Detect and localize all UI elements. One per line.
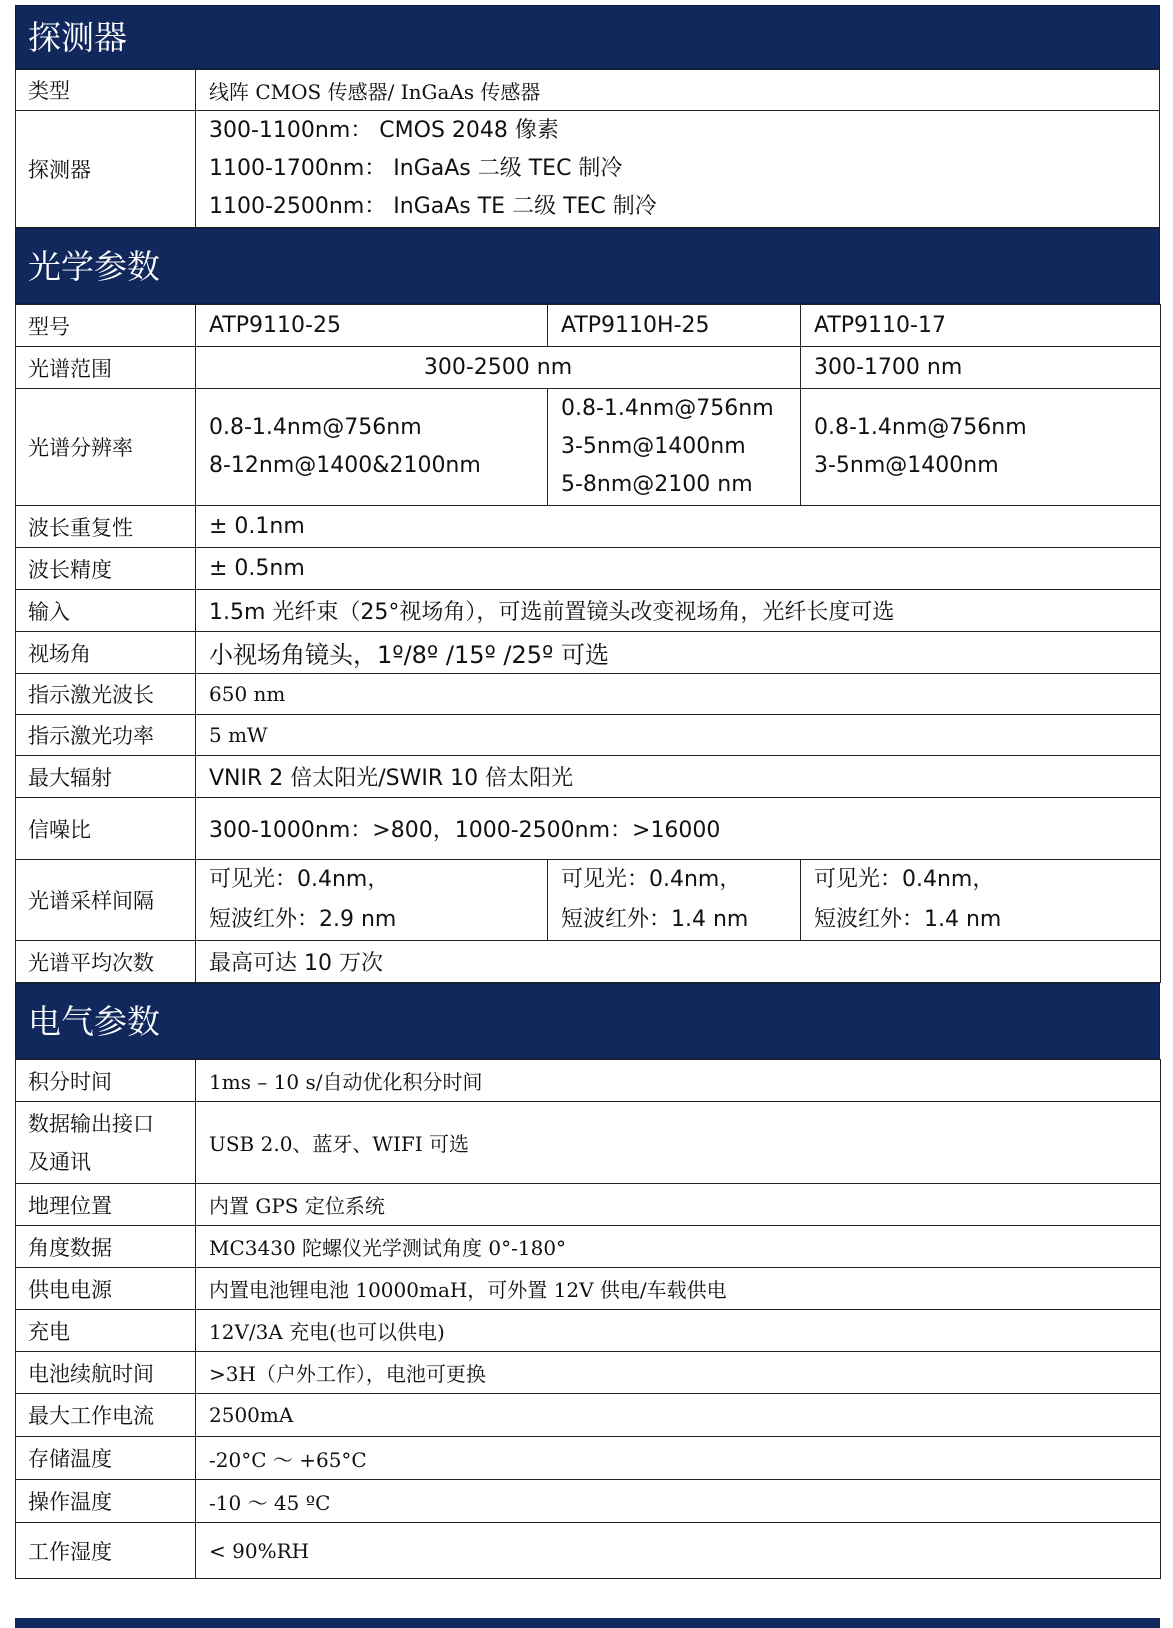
sampling-line: 可见光：0.4nm，	[814, 867, 995, 892]
row-label: 指示激光波长	[16, 674, 196, 715]
row-value: ± 0.5nm	[196, 548, 1161, 590]
sampling-cell	[801, 860, 1161, 941]
sampling-line: 短波红外：1.4 nm	[814, 907, 1002, 932]
row-label: 操作温度	[16, 1480, 196, 1523]
table-row	[16, 70, 1160, 111]
table-row	[16, 506, 1161, 548]
row-label: 积分时间	[16, 1060, 196, 1102]
resolution-line: 8-12nm@1400&2100nm	[209, 453, 481, 478]
row-value: VNIR 2 倍太阳光/SWIR 10 倍太阳光	[196, 756, 1161, 798]
row-value: 1ms – 10 s/自动优化积分时间	[196, 1060, 1161, 1102]
row-value: 小视场角镜头，1º/8º /15º /25º 可选	[196, 632, 1161, 674]
row-label: 电池续航时间	[16, 1352, 196, 1394]
table-row	[16, 1352, 1161, 1394]
table-row	[16, 347, 1161, 389]
table-row	[16, 674, 1161, 715]
row-value: -20°C ～ +65°C	[196, 1437, 1161, 1480]
row-label	[16, 1102, 196, 1184]
row-value: 5 mW	[196, 715, 1161, 756]
row-label: 光谱范围	[16, 347, 196, 389]
row-value: ± 0.1nm	[196, 506, 1161, 548]
row-label: 最大工作电流	[16, 1394, 196, 1437]
row-label: 输入	[16, 590, 196, 632]
section-header-detector: 探测器	[15, 5, 1160, 69]
section-header-electrical: 电气参数	[15, 983, 1160, 1059]
row-label-line: 数据输出接口	[28, 1111, 154, 1136]
table-row	[16, 941, 1161, 983]
row-label: 存储温度	[16, 1437, 196, 1480]
row-value: < 90%RH	[196, 1523, 1161, 1579]
resolution-line: 0.8-1.4nm@756nm	[814, 415, 1027, 440]
row-value: MC3430 陀螺仪光学测试角度 0°-180°	[196, 1226, 1161, 1268]
row-label: 地理位置	[16, 1184, 196, 1226]
row-label: 探测器	[16, 111, 196, 228]
detector-table	[15, 69, 1160, 228]
row-label: 光谱采样间隔	[16, 860, 196, 941]
sampling-line: 短波红外：2.9 nm	[209, 907, 397, 932]
row-label: 类型	[16, 70, 196, 111]
row-value: >3H（户外工作），电池可更换	[196, 1352, 1161, 1394]
row-label: 光谱平均次数	[16, 941, 196, 983]
spec-sheet	[15, 5, 1160, 1579]
detector-line: 1100-2500nm： InGaAs TE 二级 TEC 制冷	[209, 194, 657, 219]
table-row	[16, 305, 1161, 347]
section-header-optical: 光学参数	[15, 228, 1160, 304]
model-cell: ATP9110-25	[196, 305, 548, 347]
row-label: 光谱分辨率	[16, 389, 196, 506]
row-label: 充电	[16, 1310, 196, 1352]
table-row	[16, 548, 1161, 590]
resolution-line: 0.8-1.4nm@756nm	[209, 415, 422, 440]
row-value: 线阵 CMOS 传感器/ InGaAs 传感器	[196, 70, 1160, 111]
table-row	[16, 1523, 1161, 1579]
range-cell: 300-1700 nm	[801, 347, 1161, 389]
row-label: 型号	[16, 305, 196, 347]
row-value: -10 ～ 45 ºC	[196, 1480, 1161, 1523]
row-value: 2500mA	[196, 1394, 1161, 1437]
table-row	[16, 1394, 1161, 1437]
row-value: 内置 GPS 定位系统	[196, 1184, 1161, 1226]
resolution-cell	[196, 389, 548, 506]
detector-line: 1100-1700nm： InGaAs 二级 TEC 制冷	[209, 156, 623, 181]
sampling-line: 可见光：0.4nm，	[209, 867, 390, 892]
table-row	[16, 1268, 1161, 1310]
resolution-cell	[801, 389, 1161, 506]
row-label: 波长重复性	[16, 506, 196, 548]
table-row	[16, 1184, 1161, 1226]
row-label: 最大辐射	[16, 756, 196, 798]
table-row	[16, 111, 1160, 228]
table-row	[16, 389, 1161, 506]
row-label-line: 及通讯	[28, 1149, 91, 1174]
row-label: 供电电源	[16, 1268, 196, 1310]
table-row	[16, 715, 1161, 756]
row-value: 650 nm	[196, 674, 1161, 715]
row-value: 1.5m 光纤束（25°视场角），可选前置镜头改变视场角，光纤长度可选	[196, 590, 1161, 632]
model-cell: ATP9110-17	[801, 305, 1161, 347]
sampling-cell	[196, 860, 548, 941]
resolution-line: 5-8nm@2100 nm	[561, 472, 753, 497]
row-value: 300-1000nm：>800，1000-2500nm：>16000	[196, 798, 1161, 860]
table-row	[16, 860, 1161, 941]
sampling-line: 可见光：0.4nm，	[561, 867, 742, 892]
row-value: 内置电池锂电池 10000maH，可外置 12V 供电/车载供电	[196, 1268, 1161, 1310]
table-row	[16, 1310, 1161, 1352]
table-row	[16, 1226, 1161, 1268]
row-label: 视场角	[16, 632, 196, 674]
resolution-cell	[548, 389, 801, 506]
table-row	[16, 632, 1161, 674]
row-label: 工作湿度	[16, 1523, 196, 1579]
table-row	[16, 1480, 1161, 1523]
table-row	[16, 590, 1161, 632]
range-cell: 300-2500 nm	[196, 347, 801, 389]
sampling-cell	[548, 860, 801, 941]
row-value	[196, 111, 1160, 228]
row-label: 波长精度	[16, 548, 196, 590]
table-row	[16, 1102, 1161, 1184]
row-label: 角度数据	[16, 1226, 196, 1268]
electrical-table	[15, 1059, 1161, 1579]
resolution-line: 3-5nm@1400nm	[814, 453, 999, 478]
row-value: 12V/3A 充电(也可以供电)	[196, 1310, 1161, 1352]
row-label: 信噪比	[16, 798, 196, 860]
optical-table	[15, 304, 1161, 983]
sampling-line: 短波红外：1.4 nm	[561, 907, 749, 932]
resolution-line: 3-5nm@1400nm	[561, 434, 746, 459]
bottom-bar	[15, 1618, 1160, 1628]
table-row	[16, 1437, 1161, 1480]
row-value: USB 2.0、蓝牙、WIFI 可选	[196, 1102, 1161, 1184]
row-value: 最高可达 10 万次	[196, 941, 1161, 983]
model-cell: ATP9110H-25	[548, 305, 801, 347]
table-row	[16, 798, 1161, 860]
row-label: 指示激光功率	[16, 715, 196, 756]
table-row	[16, 1060, 1161, 1102]
detector-line: 300-1100nm： CMOS 2048 像素	[209, 118, 559, 143]
resolution-line: 0.8-1.4nm@756nm	[561, 396, 774, 421]
table-row	[16, 756, 1161, 798]
